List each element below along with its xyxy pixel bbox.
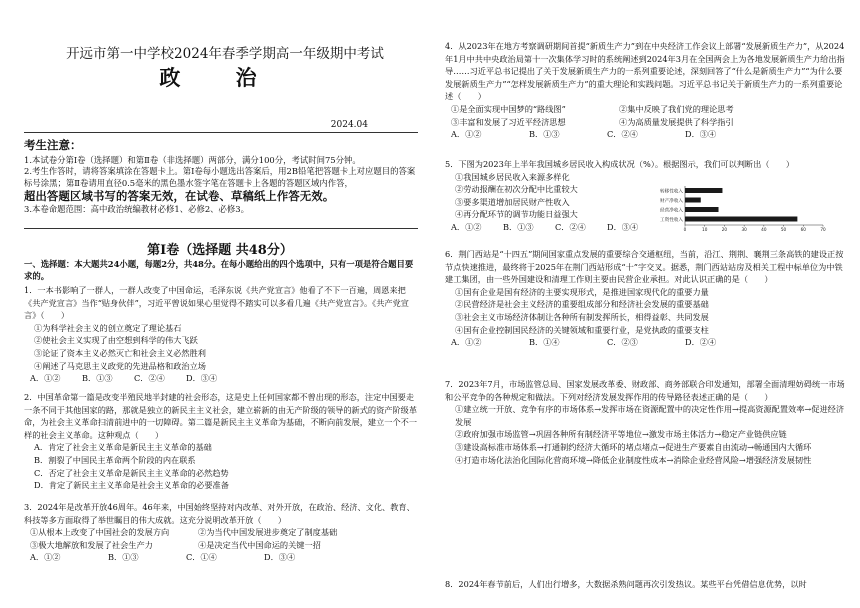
question-4-option-4: ④为高质量发展提供了科学指引 [619, 116, 734, 127]
question-3-option-4: ④是决定当代中国命运的关键一招 [198, 539, 321, 550]
question-3-option-1: ①从根本上改变了中国社会的发展方向 [30, 527, 170, 538]
chart-x-tick-label: 50 [780, 227, 787, 232]
chart-x-tick-label: 40 [761, 227, 767, 232]
choice-c: C．②④ [607, 129, 638, 140]
question-6-option-1: ①国有企业是国有经济的主要实现形式，是推进国家现代化的重要力量 [455, 286, 709, 297]
choice-d: D．③④ [607, 221, 639, 232]
choice-a: A．①② [451, 337, 482, 348]
question-1-option-2: ②使社会主义实现了由空想到科学的伟大飞跃 [34, 335, 198, 346]
question-7-option-4: ④打造市场化法治化国际化营商环境→降低企业制度性成本→消除企业经营风险→增强经济发展韧性 [455, 454, 812, 465]
question-3-option-2: ②为当代中国发展进步奠定了制度基础 [198, 527, 338, 538]
question-6-stem: 6．荆门西站是“十四五”期间国家重点发展的重要综合交通枢纽，当前，沿江、荆荆、襄荆三条高铁的建设正按节点快速推进，最终将于2025年在荆门西站形成“十”字交叉。据悉，荆门西站站房及相关工程中标单位为中铁建工集团，由一些外国建设和清理工作则主要由民营企业承担。对此认识正确的是（ ） [445, 249, 844, 285]
question-5-option-4: ④再分配环节的调节功能日益强大 [455, 209, 578, 220]
exam-date: 2024.04 [330, 120, 368, 130]
section-instruction: 一、选择题：本大题共24小题，每题2分，共48分。在每小题给出的四个选项中，只有一项是符合题目要求的。 [24, 259, 414, 282]
question-3 [24, 501, 418, 564]
question-2-choice-d: D．肯定了新民主主义革命是社会主义革命的必要准备 [34, 480, 229, 491]
question-2-choice-c: C．否定了社会主义革命是新民主主义革命的必然趋势 [34, 467, 229, 478]
question-4-option-1: ①是全面实现中国梦的“路线图” [451, 103, 566, 114]
choice-c: C．②④ [555, 221, 586, 232]
question-1-choices [24, 372, 418, 385]
note-line-3: 3.本卷命题范围：高中政治统编教材必修1、必修2、必修3。 [24, 203, 249, 214]
choice-b: B．①③ [529, 129, 560, 140]
note-emphasis: 超出答题区域书写的答案无效，在试卷、草稿纸上作答无效。 [24, 188, 335, 203]
choice-a: A．①② [30, 552, 61, 563]
notes-body [24, 155, 420, 215]
notes-title: 考生注意： [24, 138, 82, 152]
question-3-options-1 [24, 526, 418, 539]
question-4-option-3: ③丰富和发展了习近平经济思想 [451, 116, 566, 127]
choice-c: C．②④ [134, 373, 165, 384]
question-4-choices [445, 128, 845, 141]
note-line-2: 2.考生作答时，请将答案填涂在答题卡上。第Ⅰ卷每小题选出答案后，用2B铅笔把答题卡上对应题目的答案标号涂黑；第Ⅱ卷请用直径0.5毫米的黑色墨水签字笔在答题卡上各题的答题区域内作答， [24, 166, 416, 188]
chart-bar [685, 217, 797, 222]
choice-a: A．①② [451, 129, 482, 140]
question-5-stem: 5．下图为2023年上半年我国城乡居民收入构成状况（%）。根据图示，我们可以判断出（ ） [445, 159, 795, 169]
question-5-option-1: ①我国城乡居民收入来源多样化 [455, 171, 570, 182]
chart-x-tick-label: 10 [702, 227, 708, 232]
subject-title: 政 治 [159, 65, 281, 90]
question-6-option-2: ②民营经济是社会主义经济的重要组成部分和经济社会发展的重要基础 [455, 299, 709, 310]
question-4-stem: 4．从2023年在地方考察调研期间首提“新质生产力”到在中央经济工作会议上部署“发展新质生产力”，从2024年1月中共中央政治局第十一次集体学习时的系统阐述到2024年3月在全国两会上为各地发展新质生产力给出指导……习近平总书记提出了关于发展新质生产力的一系列重要论述，深刻回答了“什么是新质生产力”“为什么要发展新质生产力”“怎样发展新质生产力”的重大理论和实践问题。习近平总书记关于新质生产力的一系列重要论述（ ） [445, 41, 845, 102]
chart-category-label: 财产净收入 [660, 199, 683, 204]
chart-category-label: 工资性收入 [660, 218, 683, 223]
choice-c: C．①④ [186, 552, 217, 563]
question-1-option-4: ④阐述了马克思主义政党的先进品格和政治立场 [34, 360, 206, 371]
choice-c: C．②③ [607, 337, 638, 348]
header-divider [24, 132, 418, 133]
school-title: 开远市第一中学校2024年春季学期高一年级期中考试 [66, 46, 384, 62]
choice-b: B．①③ [108, 552, 139, 563]
question-5-option-3: ③要多渠道增加居民财产性收入 [455, 196, 570, 207]
chart-bar [685, 198, 701, 203]
section-title: 第Ⅰ卷（选择题 共48分） [147, 243, 293, 258]
income-composition-chart [645, 184, 830, 234]
question-1-stem: 1．一本书影响了一群人，一群人改变了中国命运，毛泽东说《共产党宣言》他看了不下一百遍，周恩来把《共产党宣言》当作“贴身伙伴”，习近平曾说如果心里觉得不踏实可以多看几遍《共产党宣言》。《共产党宣言》（ ） [24, 285, 409, 321]
question-3-choices [24, 551, 418, 564]
choice-d: D．③④ [685, 129, 717, 140]
question-7 [445, 378, 845, 466]
question-6-option-3: ③社会主义市场经济体制让各种所有制发挥所长，相得益彰、共同发展 [455, 311, 709, 322]
chart-category-label: 经营净收入 [660, 208, 683, 214]
question-2-choice-b: B．割裂了中国民主革命两个阶段的内在联系 [34, 454, 196, 465]
chart-x-tick-label: 20 [721, 227, 728, 232]
choice-b: B．①④ [529, 337, 560, 348]
question-8 [445, 578, 845, 591]
question-6-choices [445, 336, 845, 349]
question-7-option-2: ②政府加强市场监管→巩固各种所有制经济平等地位→激发市场主体活力→稳定产业链供应链 [455, 429, 787, 440]
chart-x-tick-label: 60 [800, 227, 806, 232]
chart-x-tick-label: 70 [820, 227, 826, 232]
question-4-option-2: ②集中反映了我们党的理论思考 [619, 103, 734, 114]
question-3-option-3: ③极大地解放和发展了社会生产力 [30, 539, 153, 550]
choice-b: B．①③ [503, 221, 534, 232]
choice-d: D．②④ [685, 337, 717, 348]
question-2-stem: 2．中国革命第一篇是改变半殖民地半封建的社会形态，这是史上任何国家都不曾出现的形态，注定中国要走一条不同于其他国家的路，那就是独立的新民主主义社会，建立崭新的由无产阶级的领导的新式的资产阶级革命，为社会主义革命扫清前进中的一切障碍。第二篇是新民主主义革命为基础，不断向前发展，建立一个不一样的社会主义革命。这种观点（ ） [24, 392, 418, 440]
chart-x-tick-label: 0 [683, 227, 687, 232]
question-3-options-2 [24, 539, 418, 552]
question-2-choice-a: A．肯定了社会主义革命是新民主主义革命的基础 [34, 442, 212, 453]
question-1-option-1: ①为科学社会主义的创立奠定了理论基石 [34, 322, 182, 333]
note-line-1: 1.本试卷分第Ⅰ卷（选择题）和第Ⅱ卷（非选择题）两部分，满分100分，考试时间75分钟。 [24, 155, 361, 165]
notes-divider [24, 228, 418, 229]
question-4-options-1 [445, 103, 845, 116]
question-1 [24, 284, 418, 385]
question-7-stem: 7．2023年7月，市场监管总局、国家发展改革委、财政部、商务部联合印发通知，部署全面清理妨碍统一市场和公平竞争的各种规定和做法。下列对经济发展发挥作用的传导路径表述正确的是（ ） [445, 379, 845, 402]
choice-b: B．①③ [82, 373, 113, 384]
question-2 [24, 391, 418, 492]
choice-a: A．①② [451, 221, 482, 232]
question-1-option-3: ③论证了资本主义必然灭亡和社会主义必然胜利 [34, 347, 206, 358]
question-7-option-3: ③建设高标准市场体系→打通制约经济大循环的堵点堵点→促进生产要素自由流动→畅通国内大循环 [455, 441, 812, 452]
question-6-option-4: ④国有企业控制国民经济的关键领域和重要行业，是党执政的重要支柱 [455, 324, 709, 335]
chart-category-label: 转移性收入 [660, 189, 683, 195]
question-3-stem: 3．2024年是改革开放46周年。46年来，中国始终坚持对内改革、对外开放，在政治、经济、文化、教育、科技等多方面取得了举世瞩目的伟大成就。这充分说明改革开放（ ） [24, 502, 415, 525]
chart-x-tick-label: 30 [741, 227, 747, 232]
question-6 [445, 248, 845, 349]
question-5-option-2: ②劳动报酬在初次分配中比重较大 [455, 184, 578, 195]
question-8-stem: 8．2024年春节前后，人们出行增多，大数据杀熟问题再次引发热议。某些平台凭借信息优势，以时 [445, 579, 807, 589]
question-4-options-2 [445, 116, 845, 129]
chart-bar [685, 188, 722, 193]
choice-a: A．①② [30, 373, 61, 384]
chart-bar [685, 207, 719, 212]
question-4 [445, 40, 845, 141]
question-7-option-1: ①建立统一开放、竞争有序的市场体系→发挥市场在资源配置中的决定性作用→提高资源配置效率→促进经济发展 [455, 404, 845, 427]
choice-d: D．③④ [186, 373, 218, 384]
choice-d: D．③④ [264, 552, 296, 563]
